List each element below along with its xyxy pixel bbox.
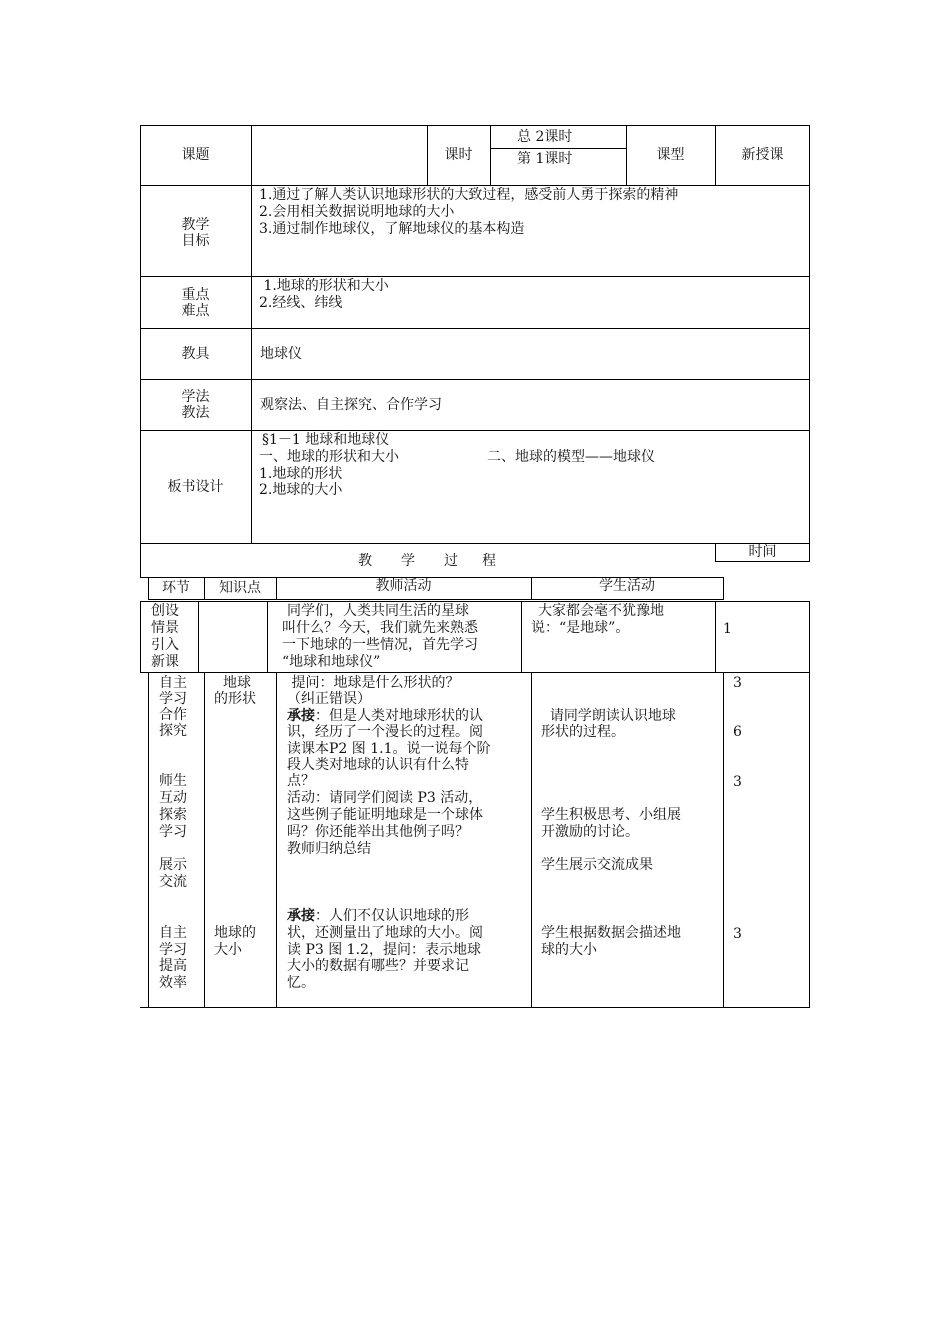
student-b-1: 学生积极思考、小组展: [541, 807, 681, 823]
period-current: 第 1课时: [517, 151, 573, 167]
type-value: 新授课: [741, 147, 784, 163]
period-label: 课时: [444, 147, 473, 163]
intro-col-3: [521, 601, 522, 672]
intro-student-1: 大家都会毫不犹豫地: [538, 603, 664, 619]
teacher-line-5: 读课本P2 图 1.1。说一说每个阶: [287, 741, 491, 757]
intro-left: [140, 601, 141, 672]
row-line-1: [140, 185, 810, 186]
main-col-1: [204, 672, 205, 1007]
main-right: [809, 672, 810, 1007]
stage-a-2: 学习: [159, 691, 187, 707]
student-a-2: 形状的过程。: [541, 724, 625, 740]
col-student-header: 学生活动: [599, 578, 655, 594]
main-col-3: [531, 672, 532, 1007]
intro-col-4: [715, 601, 716, 672]
stage-d-3: 提高: [159, 958, 187, 974]
teacher-line-11: 教师归纳总结: [287, 841, 371, 857]
teacher-line-12: [287, 908, 469, 925]
teacher-line-1: 提问：地球是什么形状的？: [287, 675, 460, 691]
intro-teacher-3: 一下地球的一些情况，首先学习: [282, 637, 478, 653]
keypoints-label-2: 难点: [181, 303, 210, 319]
stage-d-1: 自主: [159, 925, 187, 941]
intro-stage-3: 引入: [151, 637, 179, 653]
process-title-char-4: 程: [482, 553, 496, 569]
teacher-line-14: 读 P3 图 1.2，提问：表示地球: [287, 942, 481, 958]
process-title-char-1: 教: [358, 553, 372, 569]
stage-b-1: 师生: [159, 773, 187, 789]
board-title: §1－1 地球和地球仪: [262, 432, 390, 448]
main-left: [148, 672, 149, 1007]
teacher-line-8: 活动：请同学们阅读 P3 活动，: [287, 790, 483, 806]
stage-b-2: 互动: [159, 790, 187, 806]
time-header: 时间: [748, 544, 777, 560]
time-header-bottom: [715, 561, 810, 562]
main-row-bottom: [140, 1007, 810, 1008]
intro-teacher-4: “地球和地球仪”: [282, 654, 381, 670]
methods-value: 观察法、自主探究、合作学习: [260, 397, 442, 413]
col-teacher-header: 教师活动: [375, 578, 432, 594]
time-3: 3: [733, 774, 742, 790]
stage-b-3: 探索: [159, 807, 187, 823]
goals-label-1: 教学: [181, 217, 210, 233]
student-d-1: 学生根据数据会描述地: [541, 925, 681, 941]
teacher-line-12-text: ：人们不仅认识地球的形: [315, 908, 469, 924]
intro-stage-4: 新课: [151, 654, 179, 670]
process-title-char-3: 过: [444, 553, 458, 569]
teacher-line-2: （纠正错误）: [287, 691, 371, 707]
table-border-right: [809, 125, 810, 562]
intro-row-top: [140, 601, 810, 602]
main-col-2: [276, 672, 277, 1007]
period-total: 总 2课时: [517, 129, 573, 145]
teacher-line-13: 状，还测量出了地球的大小。阅: [287, 925, 483, 941]
goal-line-3: 3.通过制作地球仪，了解地球仪的基本构造: [259, 221, 525, 237]
teacher-line-9: 这些例子能证明地球是一个球体: [287, 807, 483, 823]
stage-c-2: 交流: [159, 874, 187, 890]
intro-time: 1: [723, 621, 732, 637]
intro-stage-2: 情景: [151, 620, 179, 636]
board-item-1: 1.地球的形状: [259, 466, 343, 482]
point-b-2: 大小: [214, 942, 242, 958]
stage-a-1: 自主: [159, 675, 187, 691]
goal-line-1: 1.通过了解人类认识地球形状的大致过程，感受前人勇于探索的精神: [259, 187, 679, 203]
tools-label: 教具: [181, 346, 210, 362]
col-point-header: 知识点: [219, 580, 261, 596]
intro-row-bottom: [140, 672, 810, 673]
row-line-3: [140, 328, 810, 329]
time-2: 6: [733, 724, 742, 740]
student-b-2: 开激励的讨论。: [541, 824, 639, 840]
process-title-char-2: 学: [401, 553, 415, 569]
intro-right: [809, 601, 810, 672]
subheader-bottom: [148, 599, 724, 600]
board-label: 板书设计: [167, 479, 224, 495]
methods-label-1: 学法: [181, 389, 210, 405]
intro-col-2: [267, 601, 268, 672]
col-stage-header: 环节: [162, 580, 190, 596]
main-col-4: [723, 672, 724, 1007]
intro-teacher-1: 同学们，人类共同生活的星球: [287, 603, 469, 619]
methods-label-2: 教法: [181, 405, 210, 421]
label-col-line: [251, 125, 252, 543]
row-line-2: [140, 276, 810, 277]
teacher-line-16: 忆。: [287, 975, 315, 991]
board-right-heading: 二、地球的模型——地球仪: [487, 449, 655, 465]
intro-col-1: [198, 601, 199, 672]
topic-label: 课题: [181, 147, 210, 163]
keypoint-line-2: 2.经线、纬线: [259, 295, 343, 311]
stage-b-4: 学习: [159, 824, 187, 840]
stage-c-1: 展示: [159, 857, 187, 873]
type-label: 课型: [656, 147, 685, 163]
teacher-line-15: 大小的数据有哪些？并要求记: [287, 958, 469, 974]
time-4: 3: [733, 926, 742, 942]
teacher-line-7: 点？: [287, 773, 315, 789]
stage-a-3: 合作: [159, 707, 187, 723]
goal-line-2: 2.会用相关数据说明地球的大小: [259, 204, 455, 220]
stage-d-4: 效率: [159, 975, 187, 991]
keypoint-line-1: 1.地球的形状和大小: [259, 278, 389, 294]
stage-d-2: 学习: [159, 942, 187, 958]
row-line-4: [140, 379, 810, 380]
header-col-line-2: [490, 125, 491, 185]
teacher-bold-2: 承接: [287, 908, 315, 924]
intro-student-2: 说：“是地球”。: [531, 620, 630, 636]
table-border-top: [140, 125, 810, 126]
row-line-6: [140, 543, 810, 544]
teacher-line-6: 段人类对地球的认识有什么特: [287, 757, 469, 773]
teacher-line-3-text: ：但是人类对地球形状的认: [315, 708, 483, 724]
row-line-5: [140, 430, 810, 431]
intro-teacher-2: 叫什么？今天，我们就先来熟悉: [282, 620, 478, 636]
teacher-line-3: [287, 708, 483, 725]
period-split-line: [490, 148, 626, 149]
stage-a-4: 探究: [159, 723, 187, 739]
point-b-1: 地球的: [214, 925, 256, 941]
student-d-2: 球的大小: [541, 942, 597, 958]
board-left-heading: 一、地球的形状和大小: [259, 449, 399, 465]
subheader-line-e: [723, 577, 724, 599]
board-item-2: 2.地球的大小: [259, 482, 343, 498]
tools-value: 地球仪: [260, 346, 302, 362]
teacher-line-10: 吗？你还能举出其他例子吗？: [287, 824, 469, 840]
goals-label-2: 目标: [181, 233, 210, 249]
teacher-bold-1: 承接: [287, 708, 315, 724]
teacher-line-4: 识，经历了一个漫长的过程。阅: [287, 724, 483, 740]
intro-stage-1: 创设: [151, 603, 179, 619]
student-a-1: 请同学朗读认识地球: [541, 708, 676, 724]
time-1: 3: [733, 675, 742, 691]
point-a-1: 地球: [223, 675, 251, 691]
point-a-2: 的形状: [214, 691, 256, 707]
student-c-1: 学生展示交流成果: [541, 857, 653, 873]
keypoints-label-1: 重点: [181, 287, 210, 303]
